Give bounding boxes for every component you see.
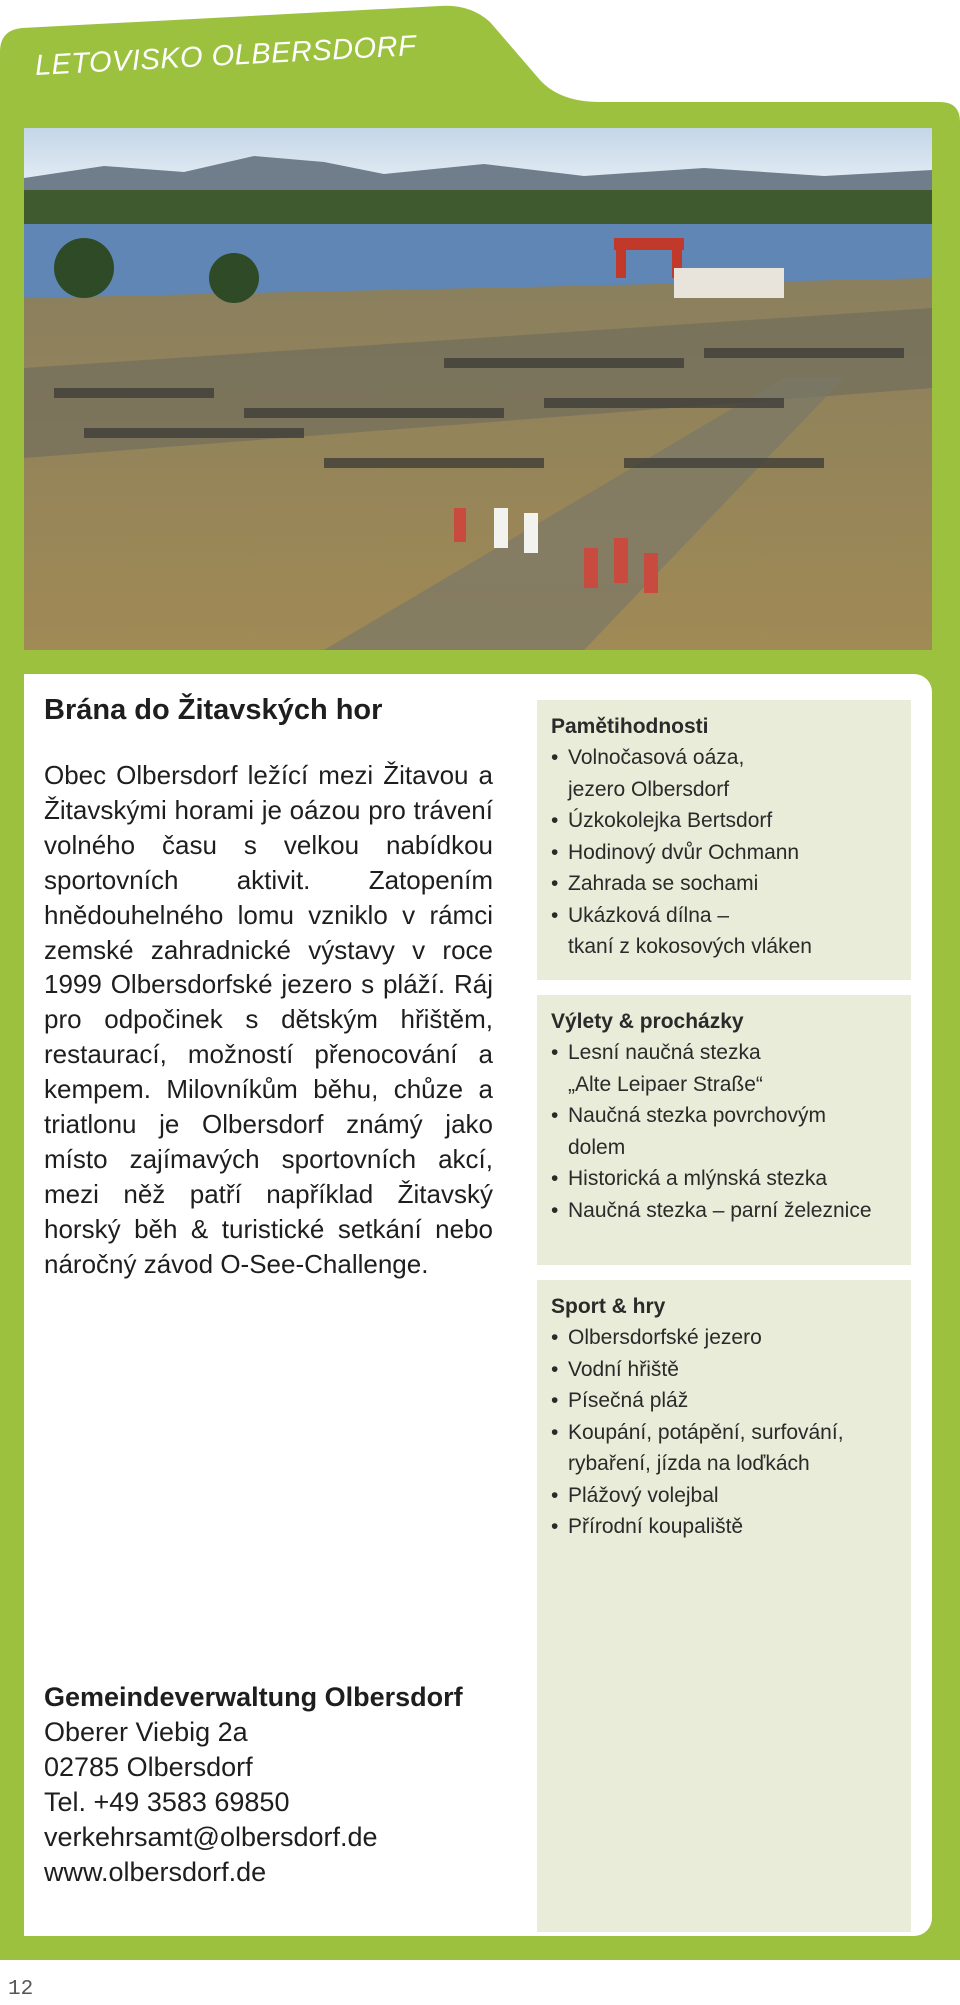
sport-title: Sport & hry xyxy=(551,1295,666,1318)
list-item: • Volnočasová oáza, jezero Olbersdorf xyxy=(551,742,897,805)
list-item: • Přírodní koupaliště xyxy=(551,1511,897,1543)
list-item: • Koupání, potápění, surfování, rybaření, jízda na loďkách xyxy=(551,1417,897,1480)
article-heading: Brána do Žitavských hor xyxy=(44,694,383,726)
sport-box xyxy=(537,1280,911,1932)
list-item: • Naučná stezka – parní železnice xyxy=(551,1195,897,1227)
list-item: • Zahrada se sochami xyxy=(551,868,897,900)
trips-list xyxy=(551,1037,897,1226)
contact-website[interactable]: www.olbersdorf.de xyxy=(44,1857,267,1887)
contact-street: Oberer Viebig 2a xyxy=(44,1717,248,1747)
trips-title: Výlety & procházky xyxy=(551,1010,744,1033)
contact-org: Gemeindeverwaltung Olbersdorf xyxy=(44,1682,463,1712)
event-photo xyxy=(24,128,932,650)
list-item: • Naučná stezka povrchovým dolem xyxy=(551,1100,897,1163)
sights-title: Pamětihodnosti xyxy=(551,715,709,738)
list-item: • Písečná pláž xyxy=(551,1385,897,1417)
list-item: • Historická a mlýnská stezka xyxy=(551,1163,897,1195)
contact-city: 02785 Olbersdorf xyxy=(44,1752,253,1782)
list-item: • Úzkokolejka Bertsdorf xyxy=(551,805,897,837)
list-item: • Hodinový dvůr Ochmann xyxy=(551,837,897,869)
list-item: • Ukázková dílna – tkaní z kokosových vláken xyxy=(551,900,897,963)
article-body: Obec Olbersdorf ležící mezi Žitavou a Žitavskými horami je oázou pro trávení volného času s velkou nabídkou sportovních aktivit. Zatopením hnědouhelného lomu vzniklo v rámci zemské zahradnické výstavy v roce 1999 Olbersdorfské jezero s pláží. Ráj pro odpočinek s dětským hřištěm, restaurací, možností přenocování a kempem. Milovníkům běhu, chůze a triatlonu je Olbersdorf známý jako místo zajímavých sportovních akcí, mezi něž patří například Žitavský horský běh & turistické setkání nebo náročný závod O-See-Challenge. xyxy=(44,760,493,1279)
contact-email[interactable]: verkehrsamt@olbersdorf.de xyxy=(44,1822,378,1852)
list-item: • Lesní naučná stezka „Alte Leipaer Straße“ xyxy=(551,1037,897,1100)
sport-list xyxy=(551,1322,897,1543)
page-header-title: LETOVISKO OLBERSDORF xyxy=(34,30,418,82)
trips-box xyxy=(537,995,911,1265)
page-number: 12 xyxy=(8,1978,34,2001)
sights-list xyxy=(551,742,897,963)
list-item: • Plážový volejbal xyxy=(551,1480,897,1512)
contact-phone: Tel. +49 3583 69850 xyxy=(44,1787,290,1817)
contact-block xyxy=(44,1680,463,1890)
list-item: • Vodní hřiště xyxy=(551,1354,897,1386)
sights-box xyxy=(537,700,911,980)
list-item: • Olbersdorfské jezero xyxy=(551,1322,897,1354)
